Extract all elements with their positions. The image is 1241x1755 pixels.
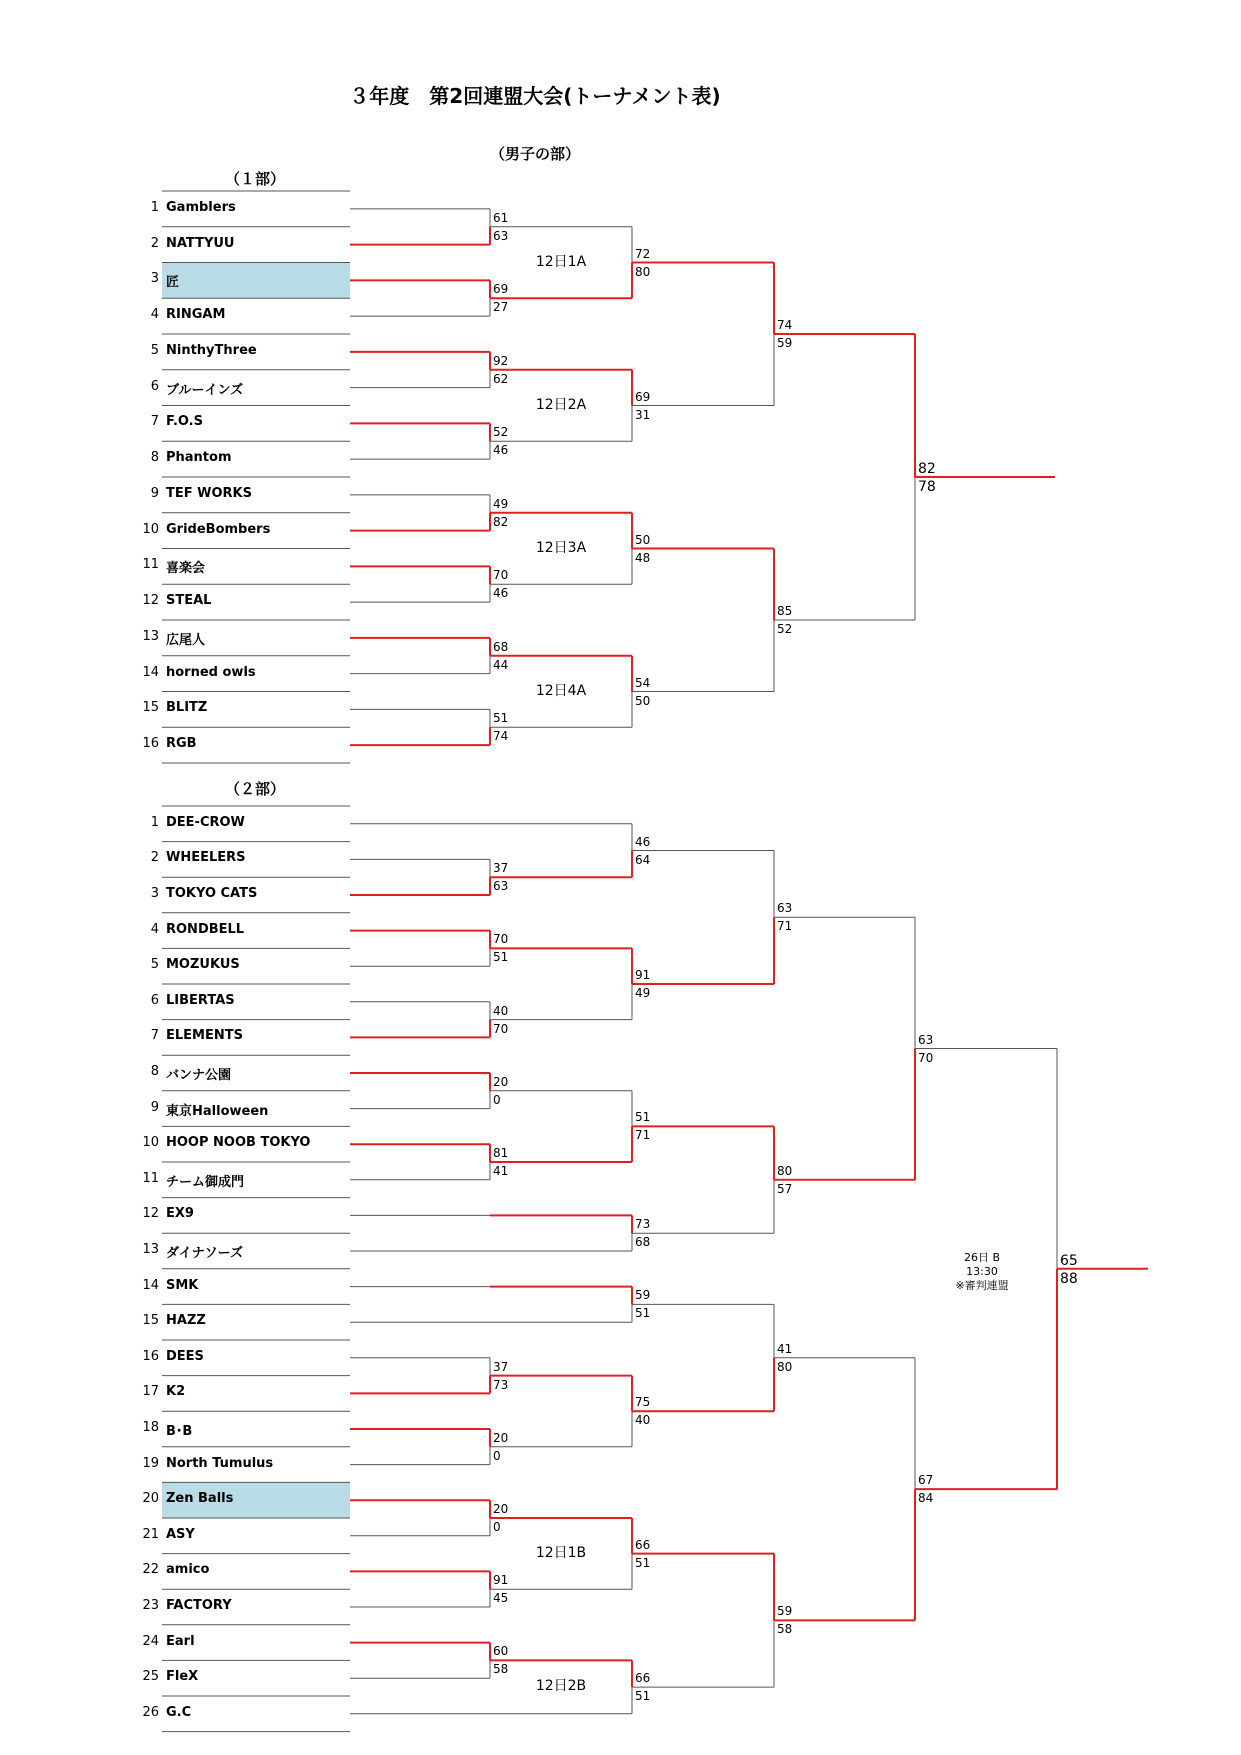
d2-r3-match-score-b: 80	[777, 1359, 793, 1374]
d2-r1-match-score-a: 37	[493, 861, 509, 876]
d2-r3-match-score-a: 80	[777, 1163, 793, 1178]
team-number: 12	[142, 593, 159, 609]
team-number: 24	[142, 1633, 159, 1649]
team-name: 東京Halloween	[166, 1103, 269, 1119]
team-number: 7	[150, 1028, 159, 1044]
d1-r1-match-score-a: 69	[493, 282, 509, 297]
d2-r2-match-score-b: 40	[635, 1413, 651, 1428]
d1-r1-match-score-a: 92	[493, 353, 509, 368]
team-name: ブルーインズ	[166, 382, 244, 398]
d2-r4-match-score-a: 67	[918, 1473, 934, 1488]
page-title: ３年度 第2回連盟大会(トーナメント表)	[349, 84, 721, 108]
team-number: 20	[142, 1491, 159, 1507]
d2-r2-match-score-a: 66	[635, 1537, 651, 1552]
d2-r2-match-score-b: 51	[635, 1306, 651, 1321]
d1-r2-match-score-a: 50	[635, 532, 651, 547]
final-match-note	[942, 1251, 1022, 1293]
d1-r1-match-score-a: 68	[493, 639, 509, 654]
d2-r2-match-score-a: 46	[635, 834, 651, 849]
team-name: LIBERTAS	[166, 992, 235, 1008]
d2-r2-match-score-b: 51	[635, 1689, 651, 1704]
team-name: K2	[166, 1384, 186, 1400]
d2-match-label: 12日2B	[535, 1678, 587, 1695]
team-number: 19	[142, 1455, 159, 1471]
team-number: 8	[150, 450, 159, 466]
team-name: FACTORY	[166, 1597, 232, 1613]
team-name: Gamblers	[166, 199, 236, 215]
team-number: 13	[142, 628, 159, 644]
team-name: ASY	[166, 1526, 195, 1542]
team-number: 16	[142, 736, 159, 752]
d1-match-label: 12日2A	[535, 396, 587, 413]
d1-r1-match-score-b: 74	[493, 729, 509, 744]
d2-r1-match-score-b: 45	[493, 1591, 509, 1606]
d2-r2-match-score-a: 73	[635, 1217, 651, 1232]
team-number: 17	[142, 1384, 159, 1400]
team-name: DEE-CROW	[166, 814, 245, 830]
team-number: 4	[150, 307, 159, 323]
note-time: 13:30	[966, 1265, 998, 1278]
team-number: 14	[142, 664, 159, 680]
d1-r2-match-score-b: 31	[635, 407, 651, 422]
team-number: 10	[142, 521, 159, 537]
d1-r1-match-score-b: 27	[493, 300, 509, 315]
team-number: 7	[150, 414, 159, 430]
note-referee: ※審判連盟	[955, 1279, 1009, 1292]
team-name: NATTYUU	[166, 235, 235, 251]
d2-r2-match-score-a: 91	[635, 968, 651, 982]
team-name: 喜楽会	[166, 561, 206, 577]
team-number: 11	[142, 1170, 159, 1186]
note-date: 26日 B	[963, 1251, 1001, 1264]
section-subtitle: （男子の部）	[489, 145, 580, 163]
d2-r1-match-score-b: 73	[493, 1377, 509, 1392]
d2-match-label: 12日1B	[535, 1544, 587, 1561]
team-number: 2	[150, 850, 159, 866]
d1-r1-match-score-a: 70	[493, 568, 509, 583]
d2-r1-match-score-b: 51	[493, 950, 509, 965]
team-name: NinthyThree	[166, 342, 257, 358]
team-name: バンナ公園	[166, 1067, 232, 1083]
d2-r1-match-score-b: 0	[493, 1092, 501, 1107]
team-name: B･B	[166, 1423, 193, 1439]
d2-r3-match-score-a: 41	[777, 1341, 793, 1356]
d2-r1-match-score-b: 41	[493, 1164, 509, 1178]
division-1-label: （１部）	[224, 170, 285, 188]
d2-r1-match-score-a: 70	[493, 932, 509, 947]
d2-final-score-a: 65	[1060, 1252, 1078, 1269]
team-name: TEF WORKS	[166, 485, 252, 501]
team-name: STEAL	[166, 593, 212, 609]
team-name: GrideBombers	[166, 521, 271, 537]
team-number: 5	[150, 342, 159, 358]
d2-r1-match-score-b: 58	[493, 1662, 509, 1677]
team-name: F.O.S	[166, 414, 203, 430]
team-number: 13	[142, 1241, 159, 1257]
team-number: 18	[142, 1419, 159, 1435]
d1-r1-match-score-a: 52	[493, 425, 509, 440]
d1-match-label: 12日3A	[535, 539, 587, 556]
team-name: 匠	[166, 275, 180, 291]
d1-r1-match-score-a: 61	[493, 210, 509, 225]
d2-r1-match-score-a: 81	[493, 1146, 509, 1160]
team-number: 16	[142, 1348, 159, 1364]
team-name: Phantom	[166, 450, 232, 466]
d2-r1-match-score-b: 63	[493, 879, 509, 894]
d2-r1-match-score-b: 0	[493, 1448, 501, 1463]
team-name: WHEELERS	[166, 850, 246, 866]
d1-r1-match-score-b: 46	[493, 443, 509, 458]
team-number: 6	[150, 992, 159, 1008]
d2-r2-match-score-a: 66	[635, 1671, 651, 1686]
team-name: SMK	[166, 1277, 199, 1293]
team-number: 26	[142, 1704, 159, 1720]
d1-r3-match-score-b: 52	[777, 622, 793, 636]
team-name: チーム御成門	[166, 1174, 245, 1190]
d2-r2-match-score-a: 59	[635, 1288, 651, 1303]
d2-r2-match-score-b: 68	[635, 1235, 651, 1250]
d2-r1-match-score-a: 40	[493, 1003, 509, 1018]
d2-r2-match-score-a: 51	[635, 1110, 651, 1125]
d2-r1-match-score-a: 20	[493, 1074, 509, 1089]
team-number: 5	[150, 957, 159, 973]
team-name: G.C	[166, 1704, 192, 1720]
team-name: North Tumulus	[166, 1455, 274, 1471]
team-name: ELEMENTS	[166, 1028, 243, 1044]
d1-r2-match-score-b: 48	[635, 550, 651, 565]
d1-r1-match-score-b: 82	[493, 514, 509, 529]
d2-r3-match-score-a: 63	[777, 901, 793, 916]
d2-r1-match-score-b: 0	[493, 1520, 501, 1534]
team-number: 1	[150, 199, 159, 215]
d1-r1-match-score-a: 49	[493, 496, 509, 511]
team-number: 25	[142, 1669, 159, 1685]
d2-r2-match-score-b: 51	[635, 1555, 651, 1570]
team-number: 9	[150, 1099, 159, 1115]
d1-r2-match-score-a: 69	[635, 389, 651, 404]
d1-final-score-b: 78	[918, 479, 936, 495]
team-name: horned owls	[166, 664, 256, 680]
team-name: DEES	[166, 1348, 204, 1364]
d2-r4-match-score-a: 63	[918, 1032, 934, 1047]
team-number: 9	[150, 485, 159, 501]
d2-r4-match-score-b: 84	[918, 1491, 934, 1506]
d1-r2-match-score-b: 50	[635, 693, 651, 708]
team-name: RGB	[166, 736, 197, 752]
team-name: RONDBELL	[166, 921, 245, 937]
team-number: 4	[150, 921, 159, 937]
d1-r1-match-score-b: 44	[493, 657, 509, 672]
d1-r1-match-score-b: 63	[493, 228, 509, 243]
d2-r3-match-score-b: 57	[777, 1181, 793, 1196]
team-name: FleX	[166, 1669, 199, 1685]
d1-r1-match-score-a: 51	[493, 711, 509, 726]
d1-match-label: 12日4A	[535, 682, 587, 699]
team-number: 23	[142, 1597, 159, 1613]
team-name: Earl	[166, 1633, 195, 1649]
team-name: TOKYO CATS	[166, 885, 258, 901]
team-name: HAZZ	[166, 1313, 206, 1329]
team-number: 3	[150, 271, 159, 287]
d2-r3-match-score-b: 58	[777, 1622, 793, 1637]
d1-r2-match-score-b: 80	[635, 264, 651, 279]
team-name: EX9	[166, 1206, 194, 1222]
d1-r2-match-score-a: 54	[635, 675, 651, 690]
d2-r2-match-score-b: 71	[635, 1128, 651, 1143]
team-name: RINGAM	[166, 307, 226, 323]
d2-r3-match-score-a: 59	[777, 1604, 793, 1619]
team-name: BLITZ	[166, 700, 208, 716]
division-2-label: （２部）	[224, 780, 285, 798]
team-number: 22	[142, 1562, 159, 1578]
d1-r3-match-score-a: 85	[777, 604, 793, 618]
d1-match-label: 12日1A	[535, 253, 587, 270]
team-name: ダイナソーズ	[166, 1245, 243, 1261]
d1-r1-match-score-b: 62	[493, 371, 509, 386]
d1-r3-match-score-b: 59	[777, 336, 793, 350]
team-name: Zen Balls	[166, 1491, 234, 1507]
d1-r1-match-score-b: 46	[493, 586, 509, 601]
team-number: 2	[150, 235, 159, 251]
d2-r1-match-score-a: 60	[493, 1644, 509, 1659]
d1-final-score-a: 82	[918, 461, 936, 477]
d2-final-score-b: 88	[1060, 1270, 1078, 1287]
d2-r2-match-score-a: 75	[635, 1395, 651, 1410]
d2-r3-match-score-b: 71	[777, 919, 793, 934]
team-number: 10	[142, 1135, 159, 1151]
team-number: 6	[150, 378, 159, 394]
d2-r2-match-score-b: 64	[635, 852, 651, 867]
team-number: 15	[142, 700, 159, 716]
team-number: 15	[142, 1313, 159, 1329]
team-number: 1	[150, 814, 159, 830]
team-name: amico	[166, 1562, 210, 1578]
d2-r1-match-score-a: 20	[493, 1502, 509, 1516]
d2-r1-match-score-a: 37	[493, 1359, 509, 1374]
d2-r1-match-score-b: 70	[493, 1021, 509, 1036]
d2-r1-match-score-a: 91	[493, 1573, 509, 1588]
team-number: 12	[142, 1206, 159, 1222]
team-number: 3	[150, 885, 159, 901]
team-name: 広尾人	[166, 632, 206, 648]
d2-r4-match-score-b: 70	[918, 1050, 934, 1065]
d2-r2-match-score-b: 49	[635, 986, 651, 1000]
team-number: 11	[142, 557, 159, 573]
team-name: HOOP NOOB TOKYO	[166, 1135, 311, 1151]
team-name: MOZUKUS	[166, 957, 240, 973]
d1-r2-match-score-a: 72	[635, 246, 651, 261]
team-number: 21	[142, 1526, 159, 1542]
d1-r3-match-score-a: 74	[777, 318, 793, 332]
team-number: 8	[150, 1063, 159, 1079]
team-number: 14	[142, 1277, 159, 1293]
d2-r1-match-score-a: 20	[493, 1430, 509, 1445]
